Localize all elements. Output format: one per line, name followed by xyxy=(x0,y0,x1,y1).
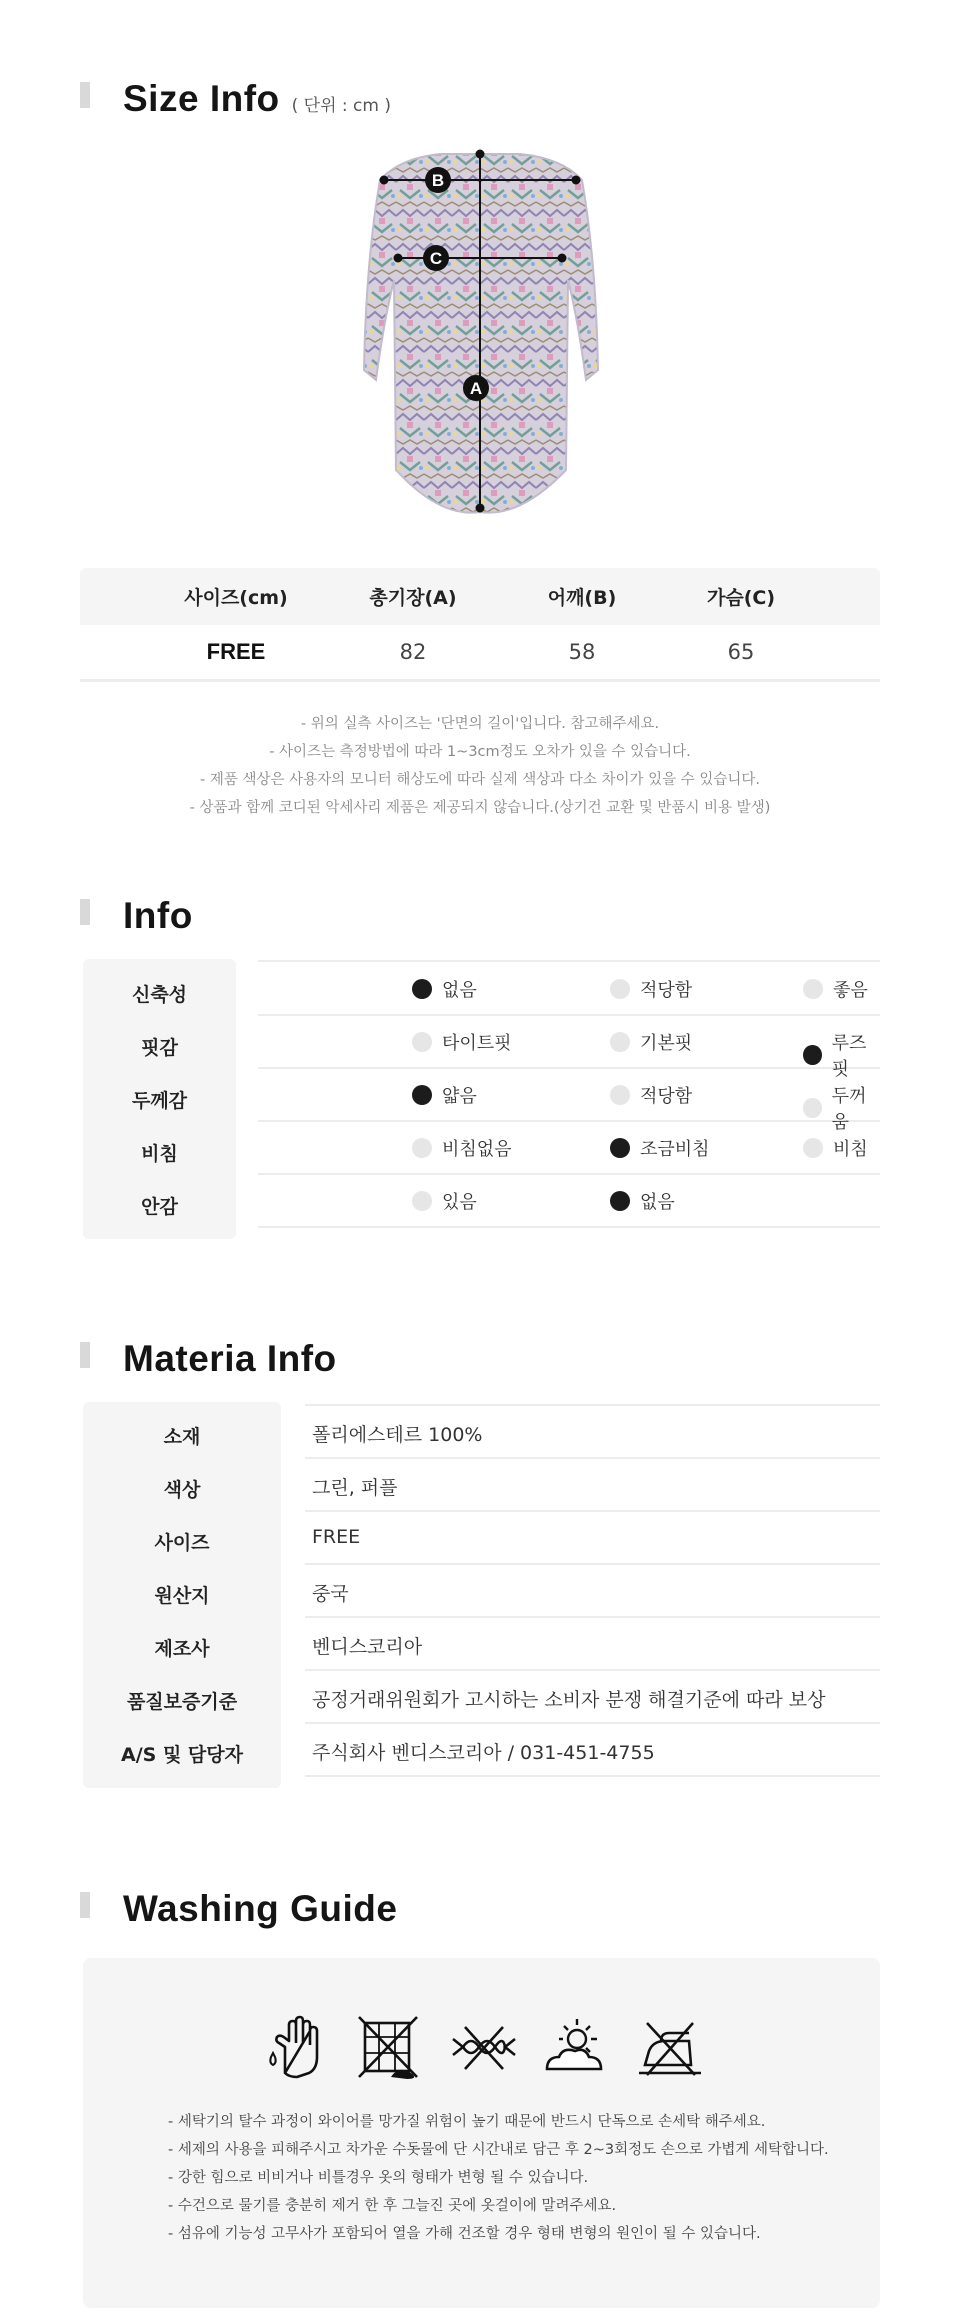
cell-shoulder: 58 xyxy=(568,640,596,664)
size-note: - 위의 실측 사이즈는 '단면의 길이'입니다. 참고해주세요. xyxy=(300,716,660,732)
size-info-heading xyxy=(80,78,391,120)
option-label: 조금비침 xyxy=(640,1139,710,1160)
washing-guide-heading xyxy=(80,1888,397,1930)
option-label: 비침없음 xyxy=(442,1139,512,1160)
materia-row xyxy=(305,1724,880,1777)
option xyxy=(412,1082,477,1108)
materia-label-origin: 원산지 xyxy=(154,1585,210,1607)
size-table-header xyxy=(80,568,880,625)
materia-value: 벤디스코리아 xyxy=(312,1636,423,1658)
selected-dot-icon xyxy=(610,1191,630,1211)
no-iron-icon xyxy=(635,2013,705,2083)
unselected-dot-icon xyxy=(610,979,630,999)
option-label: 적당함 xyxy=(640,980,693,1001)
option xyxy=(412,1029,512,1055)
option xyxy=(803,976,868,1002)
materia-row xyxy=(305,1406,880,1459)
header-shoulder: 어깨(B) xyxy=(547,587,617,609)
shade-dry-icon xyxy=(539,2013,609,2083)
info-row-lining xyxy=(258,1174,880,1228)
unselected-dot-icon xyxy=(412,1032,432,1052)
option-label: 기본핏 xyxy=(640,1033,693,1054)
label-a-marker xyxy=(463,375,489,401)
materia-row xyxy=(305,1671,880,1724)
size-note: - 제품 색상은 사용자의 모니터 해상도에 따라 실제 색상과 다소 차이가 있을 수 있습니다. xyxy=(199,772,760,788)
unselected-dot-icon xyxy=(412,1191,432,1211)
washing-note: - 강한 힘으로 비비거나 비틀경우 옷의 형태가 변형 될 수 있습니다. xyxy=(168,2170,589,2186)
option xyxy=(610,1135,710,1161)
unselected-dot-icon xyxy=(610,1032,630,1052)
option xyxy=(412,1188,477,1214)
label-c: C xyxy=(429,249,443,268)
materia-row xyxy=(305,1512,880,1565)
materia-label-as: A/S 및 담당자 xyxy=(121,1744,243,1766)
materia-label-column xyxy=(83,1402,281,1788)
option xyxy=(610,1029,692,1055)
info-heading xyxy=(80,895,193,937)
size-notes xyxy=(0,710,960,822)
size-diagram xyxy=(340,140,620,520)
materia-value: 주식회사 벤디스코리아 / 031-451-4755 xyxy=(312,1742,655,1764)
option xyxy=(412,1135,512,1161)
unselected-dot-icon xyxy=(412,1138,432,1158)
info-label-lining: 안감 xyxy=(141,1196,178,1218)
option xyxy=(610,976,692,1002)
section-marker xyxy=(80,899,90,925)
option-label: 좋음 xyxy=(833,980,868,1001)
option xyxy=(610,1188,675,1214)
cell-length: 82 xyxy=(399,640,427,664)
size-table xyxy=(80,568,880,682)
materia-value: FREE xyxy=(312,1526,361,1548)
unselected-dot-icon xyxy=(610,1085,630,1105)
info-label-thickness: 두께감 xyxy=(131,1090,188,1112)
info-row-fit xyxy=(258,1015,880,1080)
no-tumble-dry-icon xyxy=(355,2013,425,2083)
washing-note: - 세탁기의 탈수 과정이 와이어를 망가질 위험이 높기 때문에 반드시 단독으로 손세탁 해주세요. xyxy=(168,2114,766,2130)
size-note: - 사이즈는 측정방법에 따라 1~3cm정도 오차가 있을 수 있습니다. xyxy=(269,744,691,760)
cell-size: FREE xyxy=(206,639,266,664)
selected-dot-icon xyxy=(610,1138,630,1158)
label-b-marker xyxy=(425,167,451,193)
info-title: Info xyxy=(123,895,193,936)
materia-row xyxy=(305,1565,880,1618)
section-marker xyxy=(80,1892,90,1918)
option xyxy=(803,1135,868,1161)
materia-row xyxy=(305,1459,880,1512)
option xyxy=(412,976,477,1002)
section-marker xyxy=(80,82,90,108)
section-marker xyxy=(80,1342,90,1368)
materia-label-warranty: 품질보증기준 xyxy=(126,1691,238,1713)
info-label-column xyxy=(83,959,236,1239)
selected-dot-icon xyxy=(412,1085,432,1105)
size-table-row xyxy=(80,625,880,682)
info-label-fit: 핏감 xyxy=(141,1037,178,1059)
washing-note: - 섬유에 기능성 고무사가 포함되어 열을 가해 건조할 경우 형태 변형의 원인이 될 수 있습니다. xyxy=(168,2226,761,2242)
size-unit: ( 단위 : cm ) xyxy=(291,96,391,116)
washing-icons xyxy=(263,2013,703,2083)
materia-label-color: 색상 xyxy=(163,1479,201,1501)
unselected-dot-icon xyxy=(803,979,823,999)
materia-info-title: Materia Info xyxy=(123,1338,337,1379)
washing-note: - 수건으로 물기를 충분히 제거 한 후 그늘진 곳에 옷걸이에 말려주세요. xyxy=(168,2198,617,2214)
option-label: 타이트핏 xyxy=(442,1033,512,1054)
materia-value: 중국 xyxy=(312,1583,349,1605)
option-label: 비침 xyxy=(833,1139,868,1160)
info-label-stretch: 신축성 xyxy=(131,984,188,1006)
cell-chest: 65 xyxy=(727,640,755,664)
materia-value: 그린, 퍼플 xyxy=(312,1477,398,1499)
materia-row xyxy=(305,1618,880,1671)
no-wring-icon xyxy=(449,2013,519,2083)
label-b: B xyxy=(431,171,445,190)
size-note: - 상품과 함께 코디된 악세사리 제품은 제공되지 않습니다.(상기건 교환 및 반품시 비용 발생) xyxy=(189,800,771,816)
washing-notes xyxy=(168,2108,829,2248)
header-length: 총기장(A) xyxy=(369,587,457,609)
selected-dot-icon xyxy=(803,1045,822,1065)
label-c-marker xyxy=(423,245,449,271)
option-label: 적당함 xyxy=(640,1086,693,1107)
info-label-sheer: 비침 xyxy=(141,1143,178,1165)
materia-label-size: 사이즈 xyxy=(154,1532,210,1554)
info-row-thickness xyxy=(258,1068,880,1133)
unselected-dot-icon xyxy=(803,1098,822,1118)
materia-label-manufacturer: 제조사 xyxy=(154,1638,210,1660)
info-row-sheer xyxy=(258,1121,880,1175)
washing-note: - 세제의 사용을 피해주시고 차가운 수돗물에 단 시간내로 담근 후 2~3회정도 손으로 가볍게 세탁합니다. xyxy=(168,2142,829,2158)
header-chest: 가슴(C) xyxy=(706,587,776,609)
materia-info-heading xyxy=(80,1338,337,1380)
washing-guide-title: Washing Guide xyxy=(123,1888,398,1929)
option-label: 루즈핏 xyxy=(831,1033,867,1080)
label-a: A xyxy=(469,379,483,398)
option-label: 없음 xyxy=(640,1192,675,1213)
info-row-stretch xyxy=(258,962,880,1016)
washing-guide-panel xyxy=(83,1958,880,2308)
option-label: 얇음 xyxy=(442,1086,477,1107)
header-size: 사이즈(cm) xyxy=(184,587,288,609)
option-label: 없음 xyxy=(442,980,477,1001)
unselected-dot-icon xyxy=(803,1138,823,1158)
option xyxy=(610,1082,692,1108)
materia-value: 공정거래위원회가 고시하는 소비자 분쟁 해결기준에 따라 보상 xyxy=(312,1689,826,1711)
option-label: 있음 xyxy=(442,1192,477,1213)
hand-wash-icon xyxy=(263,2013,333,2083)
size-info-title: Size Info xyxy=(123,78,280,119)
materia-label-material: 소재 xyxy=(163,1426,201,1448)
option-label: 두꺼움 xyxy=(831,1086,867,1133)
materia-value: 폴리에스테르 100% xyxy=(312,1424,483,1446)
selected-dot-icon xyxy=(412,979,432,999)
